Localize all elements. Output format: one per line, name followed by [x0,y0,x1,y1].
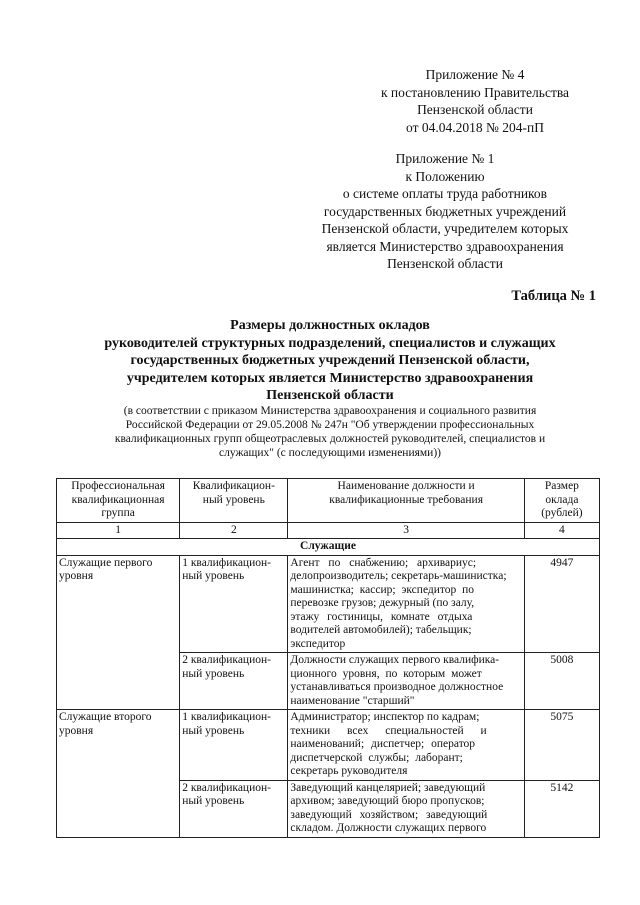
appendix-4-line: Приложение № 4 [425,67,525,82]
group-text: уровня [59,570,94,582]
level-cell: 2 квалификацион- ный уровень [180,653,288,710]
appendix-1-header [300,150,590,273]
group-cell [57,555,180,710]
salary-table [56,478,600,838]
note-line: Российской Федерации от 29.05.2008 № 247н "Об утверждении профессиональных [125,419,535,431]
salary-value: 5008 [524,653,599,710]
title-line: Размеры должностных окладов [230,318,430,333]
title-line: Пензенской области [266,388,394,403]
section-title: Служащие [57,539,600,556]
salary-value: 4947 [524,555,599,653]
level-cell: 1 квалификацион- ный уровень [180,710,288,781]
appendix-4-header [340,66,610,136]
appendix-4-line: к постановлению Правительства [380,84,570,100]
appendix-1-line: Пензенской области, учредителем которых [321,221,569,236]
header-professional-group: Профессиональная квалификационная группа [57,479,180,523]
legal-basis-note [60,404,600,460]
document-title [60,317,600,405]
group-cell [57,710,180,838]
note-line: (в соответствии с приказом Министерства здравоохранения и социального развития [123,405,537,417]
table-row [57,710,600,781]
section-row [57,539,600,556]
column-number: 4 [524,522,599,539]
table-label: Таблица № 1 [511,288,596,304]
appendix-4-line: от 04.04.2018 № 204-пП [406,119,544,135]
header-qualification-level: Квалификацион- ный уровень [180,479,288,523]
header-position-name: Наименование должности и квалификационные требования [288,479,524,523]
appendix-4-line: Пензенской области [417,102,533,117]
column-number: 1 [57,522,180,539]
appendix-1-line: Приложение № 1 [395,151,495,166]
salary-value: 5075 [524,710,599,781]
level-cell: 2 квалификацион- ный уровень [180,780,288,837]
title-line: учредителем которых является Министерство здравоохранения [126,370,534,386]
level-cell: 1 квалификацион- ный уровень [180,555,288,653]
position-description: Должности служащих первого квалифика- ционного уровня, по которым может устанавливаться производное должностное наименование "старший" [288,653,524,710]
appendix-1-line: о системе оплаты труда работников [342,186,548,201]
position-description: Агент по снабжению; архивариус; делопроизводитель; секретарь-машинистка; машинистка; кассир; экспедитор по перевозке грузов; дежурный (по залу, этажу гостиницы, комнате отдыха водителей автомобилей); табельщик; экспедитор [288,555,524,653]
appendix-1-line: государственных бюджетных учреждений [323,203,567,219]
appendix-1-line: к Положению [405,168,485,184]
table-header-row [57,479,600,523]
appendix-1-line: является Министерство здравоохранения [326,238,564,254]
position-description: Заведующий канцелярией; заведующий архивом; заведующий бюро пропусков; заведующий хозяйством; заведующий складом. Должности служащих первого [288,780,524,837]
group-text: уровня [59,724,94,737]
salary-value: 5142 [524,780,599,837]
note-line: квалификационных групп общеотраслевых должностей руководителей, специалистов и [114,433,546,445]
column-number-row [57,522,600,539]
group-text: Служащие второго [59,711,152,723]
position-description: Администратор; инспектор по кадрам; техники всех специальностей и наименований; диспетчер; оператор диспетчерской службы; лаборант; секретарь руководителя [288,710,524,781]
title-line: руководителей структурных подразделений, специалистов и служащих [104,335,556,351]
group-text: Служащие первого [59,556,153,569]
column-number: 2 [180,522,288,539]
table-row [57,555,600,653]
note-line: служащих" (с последующими изменениями)) [219,447,441,459]
header-salary: Размер оклада (рублей) [524,479,599,523]
column-number: 3 [288,522,524,539]
appendix-1-line: Пензенской области [387,256,503,271]
title-line: государственных бюджетных учреждений Пензенской области, [130,353,530,368]
